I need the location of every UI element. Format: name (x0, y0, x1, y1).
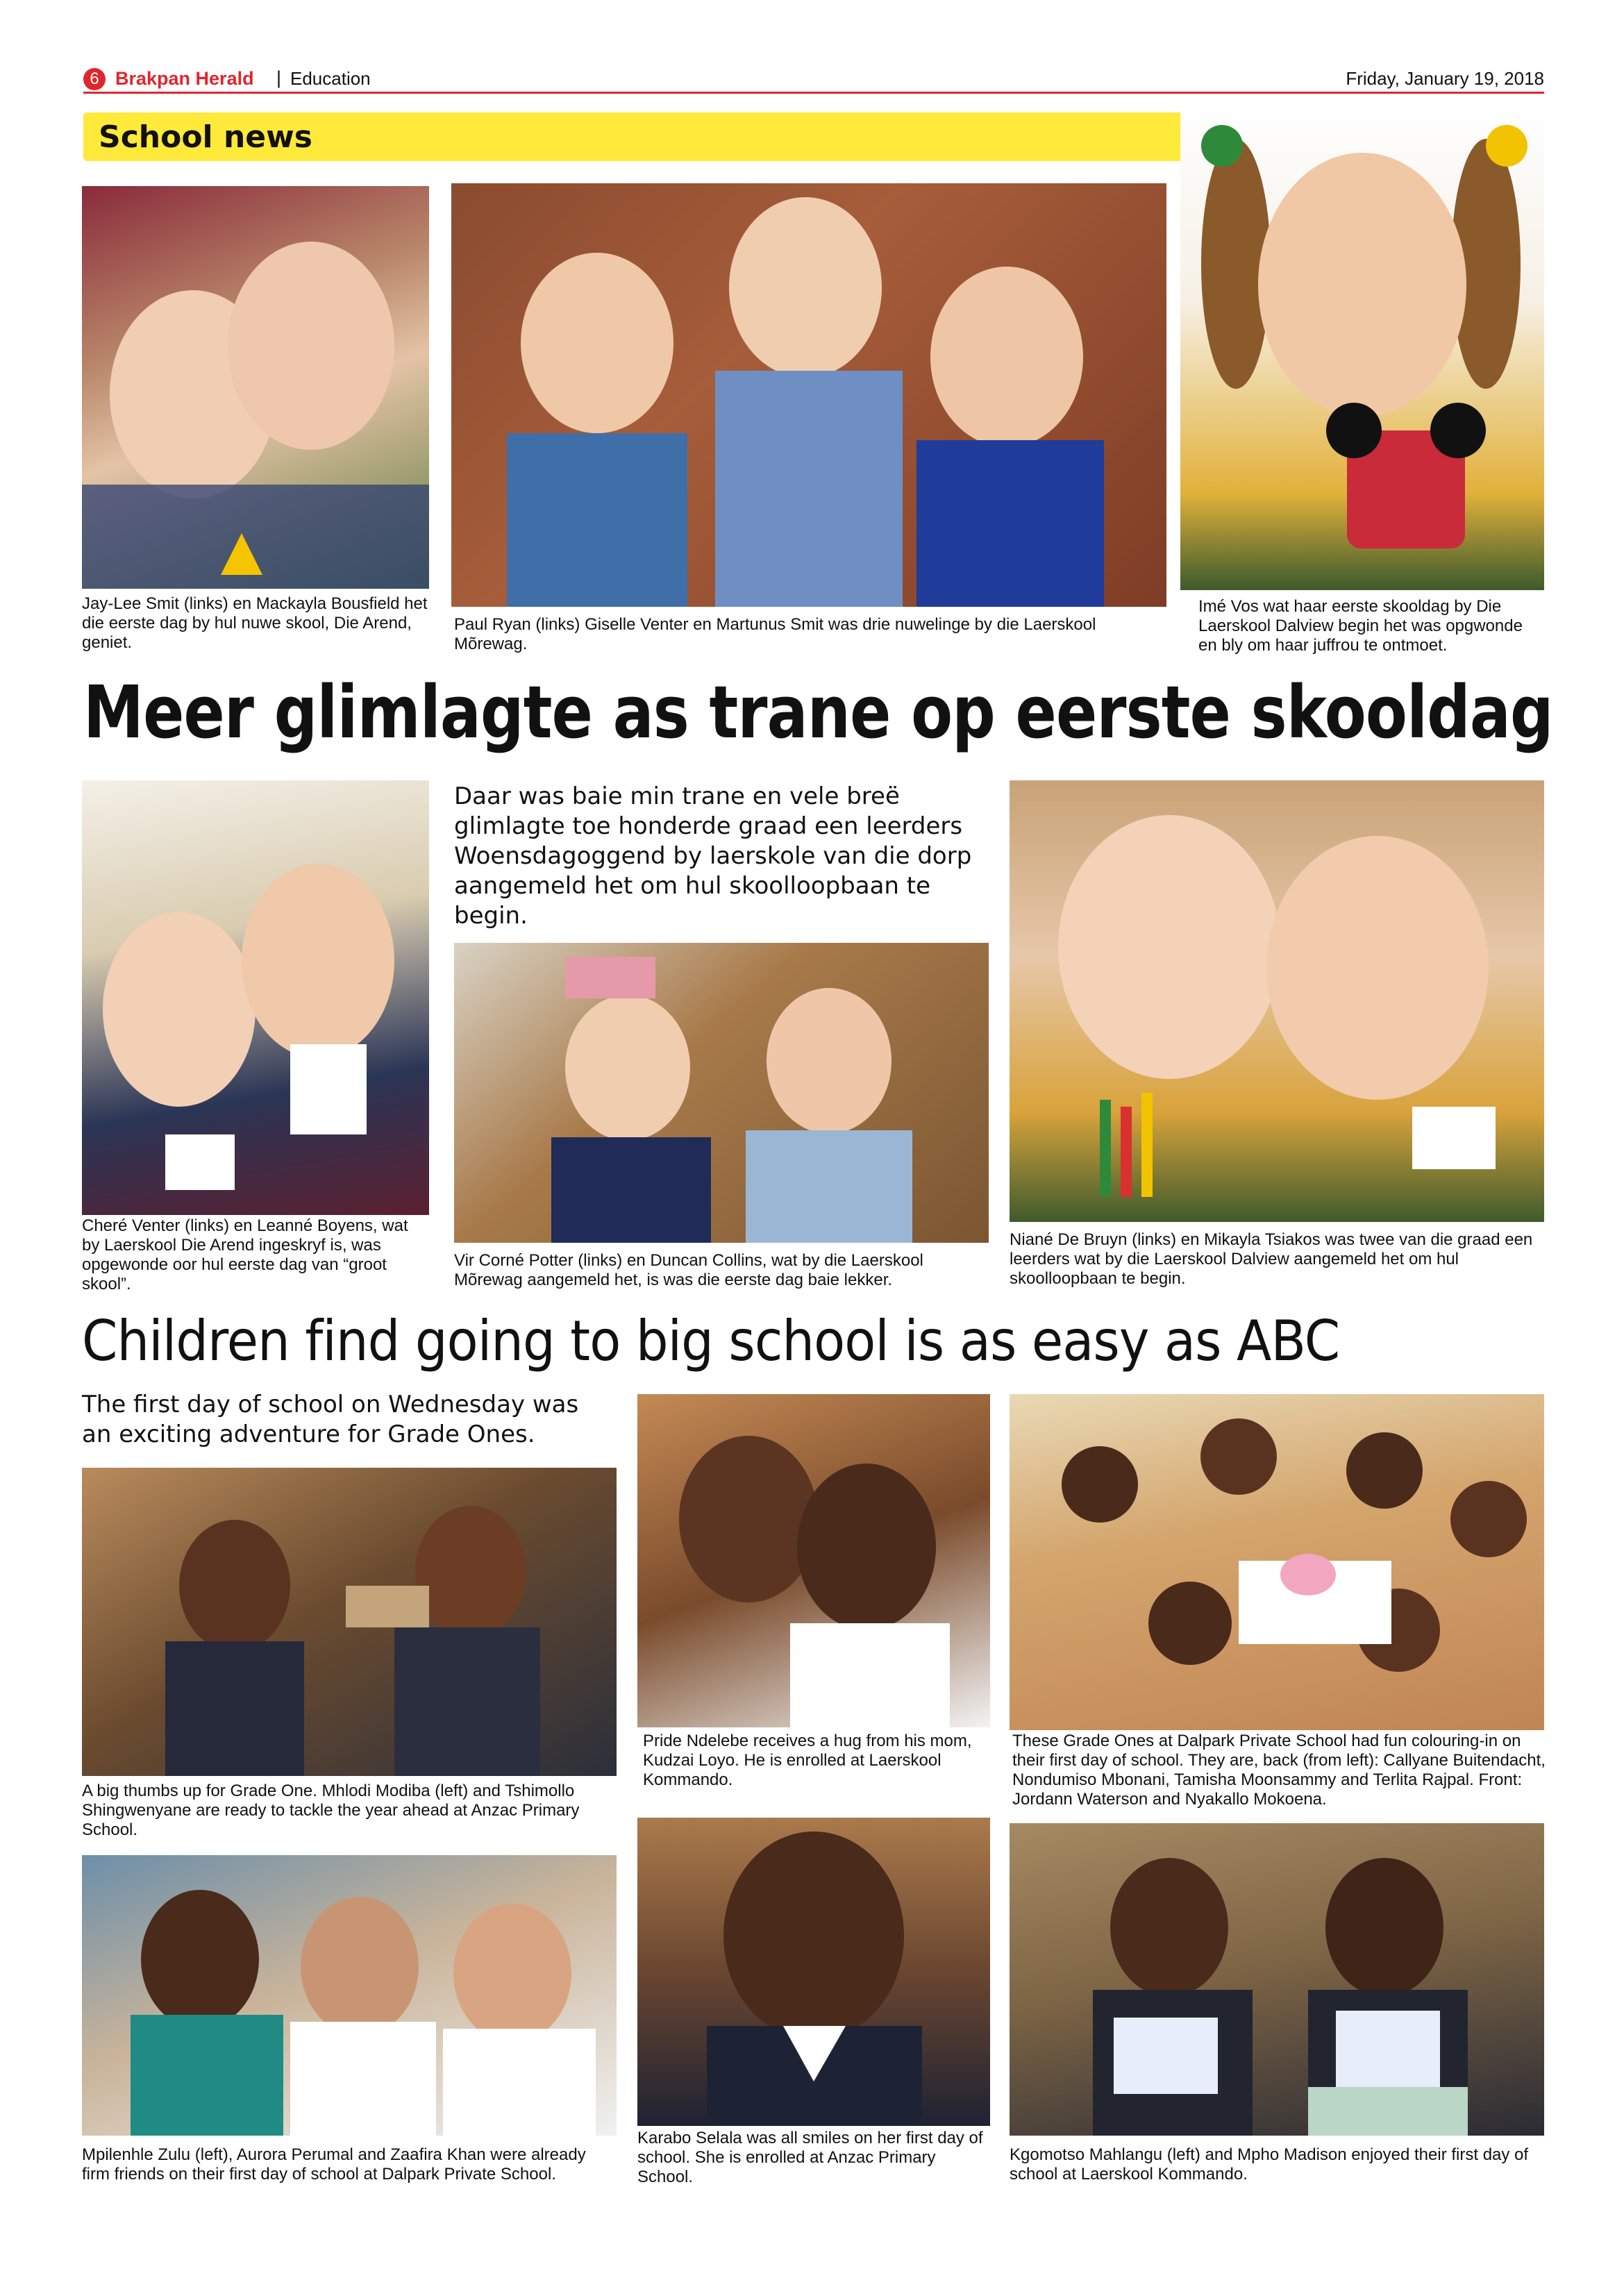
photo-art-7 (82, 1468, 617, 1776)
caption-2: Paul Ryan (links) Giselle Venter en Martunus Smit was drie nuwelinge by die Laerskool Mõrewag. (454, 615, 1096, 653)
photo-corne-duncan (454, 943, 989, 1243)
page-number: 6 (90, 69, 99, 88)
photo-dalpark-colouring (1010, 1394, 1544, 1730)
photo-art-10 (82, 1855, 617, 2136)
photo-kgomotso-mpho (1010, 1823, 1544, 2136)
caption-1: Jay-Lee Smit (links) en Mackayla Bousfield het die eerste dag by hul nuwe skool, Die Arend, geniet. (82, 594, 428, 652)
caption-6: Niané De Bruyn (links) en Mikayla Tsiakos was twee van die graad een leerders wat by die Laerskool Dalview aangemeld het om hul skoolloopbaan te begin. (1010, 1230, 1533, 1288)
photo-chere-leanne (82, 780, 429, 1215)
photo-karabo-selala (637, 1818, 990, 2126)
issue-date: Friday, January 19, 2018 (1346, 68, 1544, 89)
photo-art-8 (637, 1394, 990, 1727)
photo-ime-vos (1180, 104, 1544, 590)
english-intro: The first day of school on Wednesday was an exciting adventure for Grade Ones. (82, 1391, 579, 1448)
caption-9: These Grade Ones at Dalpark Private School had fun colouring-in on their first day of school. They are, back (from left): Callyane Buitendacht, Nondumiso Mbonani, Tamisha Moonsammy and Terlita Rajpal. Front: Jordann Waterson and Nyakallo Mokoena. (1012, 1732, 1546, 1809)
banner-title: School news (99, 119, 312, 155)
publication-name: Brakpan Herald (115, 68, 254, 89)
header-rule (83, 92, 1544, 94)
afrikaans-headline: Meer glimlagte as trane op eerste skooldag (83, 670, 1553, 755)
header-separator: | (276, 67, 282, 88)
caption-12: Kgomotso Mahlangu (left) and Mpho Madison enjoyed their first day of school at Laerskool Kommando. (1010, 2145, 1529, 2184)
photo-art-9 (1010, 1394, 1544, 1730)
page-number-badge (83, 68, 106, 90)
photo-pride-kudzai (637, 1394, 990, 1727)
caption-3: Imé Vos wat haar eerste skooldag by Die Laerskool Dalview begin het was opgwonde en bly om haar juffrou te ontmoet. (1198, 597, 1523, 655)
photo-art-1 (82, 186, 429, 589)
caption-10: Mpilenhle Zulu (left), Aurora Perumal and Zaafira Khan were already firm friends on their first day of school at Dalpark Private School. (82, 2145, 586, 2184)
caption-7: A big thumbs up for Grade One. Mhlodi Modiba (left) and Tshimollo Shingwenyane are ready to tackle the year ahead at Anzac Primary School. (82, 1782, 580, 1839)
photo-art-3 (1180, 104, 1544, 590)
caption-11: Karabo Selala was all smiles on her first day of school. She is enrolled at Anzac Primary School. (637, 2129, 983, 2186)
photo-art-11 (637, 1818, 990, 2126)
photo-art-12 (1010, 1823, 1544, 2136)
english-headline: Children find going to big school is as easy as ABC (82, 1309, 1340, 1373)
photo-paul-giselle-martunus (451, 183, 1166, 607)
afrikaans-intro: Daar was baie min trane en vele breë glimlagte toe honderde graad een leerders Woensdagoggend by laerskole van die dorp aangemeld het om hul skoolloopbaan te begin. (454, 782, 972, 930)
photo-jay-lee-mackayla (82, 186, 429, 589)
caption-8: Pride Ndelebe receives a hug from his mom, Kudzai Loyo. He is enrolled at Laerskool Kommando. (643, 1732, 972, 1789)
section-name: Education (290, 68, 371, 89)
photo-mhlodi-tshimollo (82, 1468, 617, 1776)
photo-art-4 (82, 780, 429, 1215)
caption-4: Cheré Venter (links) en Leanné Boyens, wat by Laerskool Die Arend ingeskryf is, was opgewonde oor hul eerste dag van “groot skool”. (82, 1216, 408, 1293)
photo-mpilenhle-aurora-zaafira (82, 1855, 617, 2136)
photo-art-6 (1010, 780, 1544, 1222)
caption-5: Vir Corné Potter (links) en Duncan Collins, wat by die Laerskool Mõrewag aangemeld het, is was die eerste dag baie lekker. (454, 1251, 923, 1289)
photo-niane-mikayla (1010, 780, 1544, 1222)
photo-art-2 (451, 183, 1166, 607)
photo-art-5 (454, 943, 989, 1243)
